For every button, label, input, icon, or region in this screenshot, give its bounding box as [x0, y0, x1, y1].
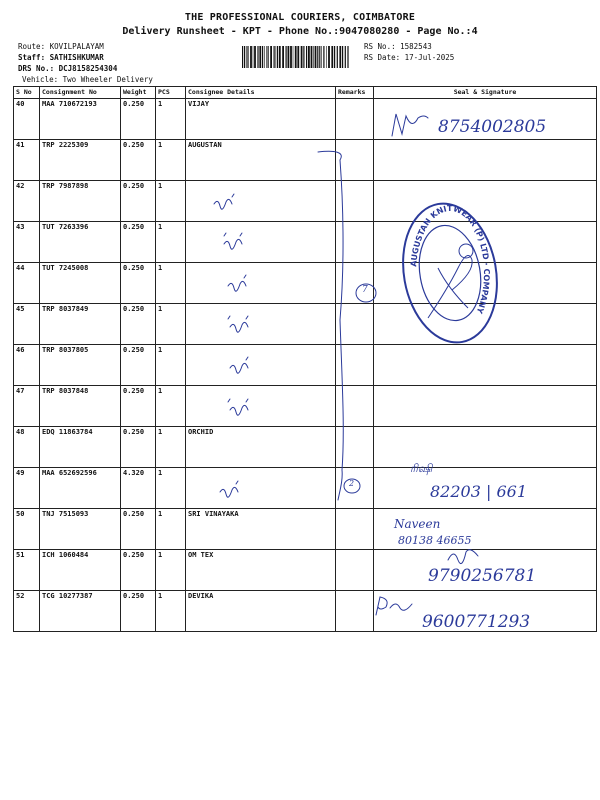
cell-pcs: 1 — [156, 509, 186, 550]
cell-pcs: 1 — [156, 99, 186, 140]
remark-value-44: 7 — [362, 285, 368, 295]
route-info: Route: KOVILPALAYAM — [18, 42, 104, 51]
cell-weight: 0.250 — [121, 304, 156, 345]
cell-sno: 47 — [14, 386, 40, 427]
cell-weight: 0.250 — [121, 591, 156, 632]
cell-weight: 0.250 — [121, 386, 156, 427]
cell-sno: 46 — [14, 345, 40, 386]
table-row — [14, 222, 597, 263]
cell-seal-signature — [374, 345, 597, 386]
cell-pcs: 1 — [156, 591, 186, 632]
runsheet-table — [13, 86, 597, 632]
table-row — [14, 263, 597, 304]
col-consignee: Consignee Details — [186, 87, 336, 99]
cell-consignee — [186, 181, 336, 222]
signature-tamil-49: ரிஷி — [410, 462, 433, 475]
cell-remarks — [336, 345, 374, 386]
cell-consignee — [186, 386, 336, 427]
cell-remarks — [336, 591, 374, 632]
cell-consignment-no: TUT 7263396 — [40, 222, 121, 263]
cell-weight: 0.250 — [121, 140, 156, 181]
remark-value-49: 2 — [349, 479, 355, 488]
table-row — [14, 140, 597, 181]
cell-consignment-no: ICH 1060484 — [40, 550, 121, 591]
cell-consignee — [186, 222, 336, 263]
cell-remarks — [336, 550, 374, 591]
cell-weight: 0.250 — [121, 263, 156, 304]
cell-pcs: 1 — [156, 263, 186, 304]
col-remarks: Remarks — [336, 87, 374, 99]
cell-seal-signature — [374, 140, 597, 181]
cell-weight: 0.250 — [121, 345, 156, 386]
col-weight: Weight — [121, 87, 156, 99]
rs-date: RS Date: 17-Jul-2025 — [364, 53, 455, 62]
cell-remarks — [336, 181, 374, 222]
col-seal-signature: Seal & Signature — [374, 87, 597, 99]
cell-consignee: VIJAY — [186, 99, 336, 140]
cell-seal-signature — [374, 591, 597, 632]
cell-weight: 0.250 — [121, 509, 156, 550]
cell-consignee — [186, 345, 336, 386]
barcode-image — [242, 46, 350, 68]
cell-remarks — [336, 304, 374, 345]
col-consignment: Consignment No — [40, 87, 121, 99]
cell-consignment-no: TRP 2225309 — [40, 140, 121, 181]
staff-info: Staff: SATHISHKUMAR — [18, 53, 104, 62]
cell-weight: 0.250 — [121, 99, 156, 140]
cell-pcs: 1 — [156, 140, 186, 181]
cell-remarks — [336, 99, 374, 140]
table-row — [14, 468, 597, 509]
cell-consignee: OM TEX — [186, 550, 336, 591]
cell-consignment-no: TCG 10277387 — [40, 591, 121, 632]
runsheet-subtitle: Delivery Runsheet - KPT - Phone No.:9047080280 - Page No.:4 — [122, 26, 478, 37]
drs-info: DRS No.: DCJ8158254304 — [18, 64, 118, 73]
cell-seal-signature — [374, 427, 597, 468]
cell-remarks — [336, 468, 374, 509]
table-row — [14, 345, 597, 386]
cell-consignment-no: TRP 7987898 — [40, 181, 121, 222]
cell-consignment-no: TNJ 7515093 — [40, 509, 121, 550]
cell-seal-signature — [374, 509, 597, 550]
cell-weight: 0.250 — [121, 550, 156, 591]
company-seal-stamp — [398, 198, 502, 348]
cell-seal-signature — [374, 468, 597, 509]
cell-pcs: 1 — [156, 427, 186, 468]
cell-sno: 50 — [14, 509, 40, 550]
signature-phone-52: 9600771293 — [422, 612, 531, 632]
cell-remarks — [336, 222, 374, 263]
cell-seal-signature — [374, 99, 597, 140]
table-row — [14, 591, 597, 632]
cell-consignee — [186, 263, 336, 304]
cell-consignment-no: TRP 8037848 — [40, 386, 121, 427]
cell-remarks — [336, 509, 374, 550]
vehicle-info: Vehicle: Two Wheeler Delivery — [22, 75, 153, 84]
cell-consignee: AUGUSTAN — [186, 140, 336, 181]
table-row — [14, 99, 597, 140]
cell-seal-signature — [374, 550, 597, 591]
cell-sno: 40 — [14, 99, 40, 140]
cell-remarks — [336, 140, 374, 181]
cell-sno: 49 — [14, 468, 40, 509]
cell-pcs: 1 — [156, 345, 186, 386]
cell-remarks — [336, 263, 374, 304]
cell-sno: 52 — [14, 591, 40, 632]
seal-text: AUGUSTAN KNITWEAR (P) LTD · COMPANY — [409, 203, 492, 315]
cell-sno: 43 — [14, 222, 40, 263]
cell-consignment-no: EDQ 11863784 — [40, 427, 121, 468]
table-row — [14, 386, 597, 427]
cell-sno: 41 — [14, 140, 40, 181]
cell-pcs: 1 — [156, 304, 186, 345]
cell-consignee — [186, 468, 336, 509]
col-pcs: PCS — [156, 87, 186, 99]
cell-consignment-no: TRP 8037805 — [40, 345, 121, 386]
cell-consignee: ORCHID — [186, 427, 336, 468]
signature-phone-40: 8754002805 — [438, 117, 547, 137]
cell-consignee: DEVIKA — [186, 591, 336, 632]
cell-sno: 48 — [14, 427, 40, 468]
company-title: THE PROFESSIONAL COURIERS, COIMBATORE — [184, 12, 416, 23]
signature-name-50: Naveen — [394, 517, 441, 531]
signature-phone-51: 9790256781 — [428, 566, 537, 586]
cell-weight: 0.250 — [121, 222, 156, 263]
cell-seal-signature — [374, 386, 597, 427]
cell-consignment-no: MAA 710672193 — [40, 99, 121, 140]
cell-consignee: SRI VINAYAKA — [186, 509, 336, 550]
table-row — [14, 550, 597, 591]
cell-pcs: 1 — [156, 550, 186, 591]
rs-number: RS No.: 1582543 — [364, 42, 432, 51]
cell-sno: 42 — [14, 181, 40, 222]
cell-weight: 0.250 — [121, 181, 156, 222]
cell-sno: 45 — [14, 304, 40, 345]
table-row — [14, 304, 597, 345]
signature-phone-50: 80138 46655 — [398, 534, 472, 547]
cell-sno: 44 — [14, 263, 40, 304]
cell-pcs: 1 — [156, 222, 186, 263]
signature-phone-49: 82203 | 661 — [430, 482, 527, 501]
cell-consignee — [186, 304, 336, 345]
cell-weight: 4.320 — [121, 468, 156, 509]
table-row — [14, 427, 597, 468]
cell-weight: 0.250 — [121, 427, 156, 468]
cell-consignment-no: TUT 7245008 — [40, 263, 121, 304]
table-row — [14, 509, 597, 550]
table-header-row — [14, 87, 597, 99]
cell-consignment-no: TRP 8037849 — [40, 304, 121, 345]
table-row — [14, 181, 597, 222]
cell-remarks — [336, 427, 374, 468]
cell-remarks — [336, 386, 374, 427]
cell-pcs: 1 — [156, 386, 186, 427]
cell-consignment-no: MAA 652692596 — [40, 468, 121, 509]
cell-pcs: 1 — [156, 468, 186, 509]
cell-pcs: 1 — [156, 181, 186, 222]
cell-sno: 51 — [14, 550, 40, 591]
col-sno: S No — [14, 87, 40, 99]
